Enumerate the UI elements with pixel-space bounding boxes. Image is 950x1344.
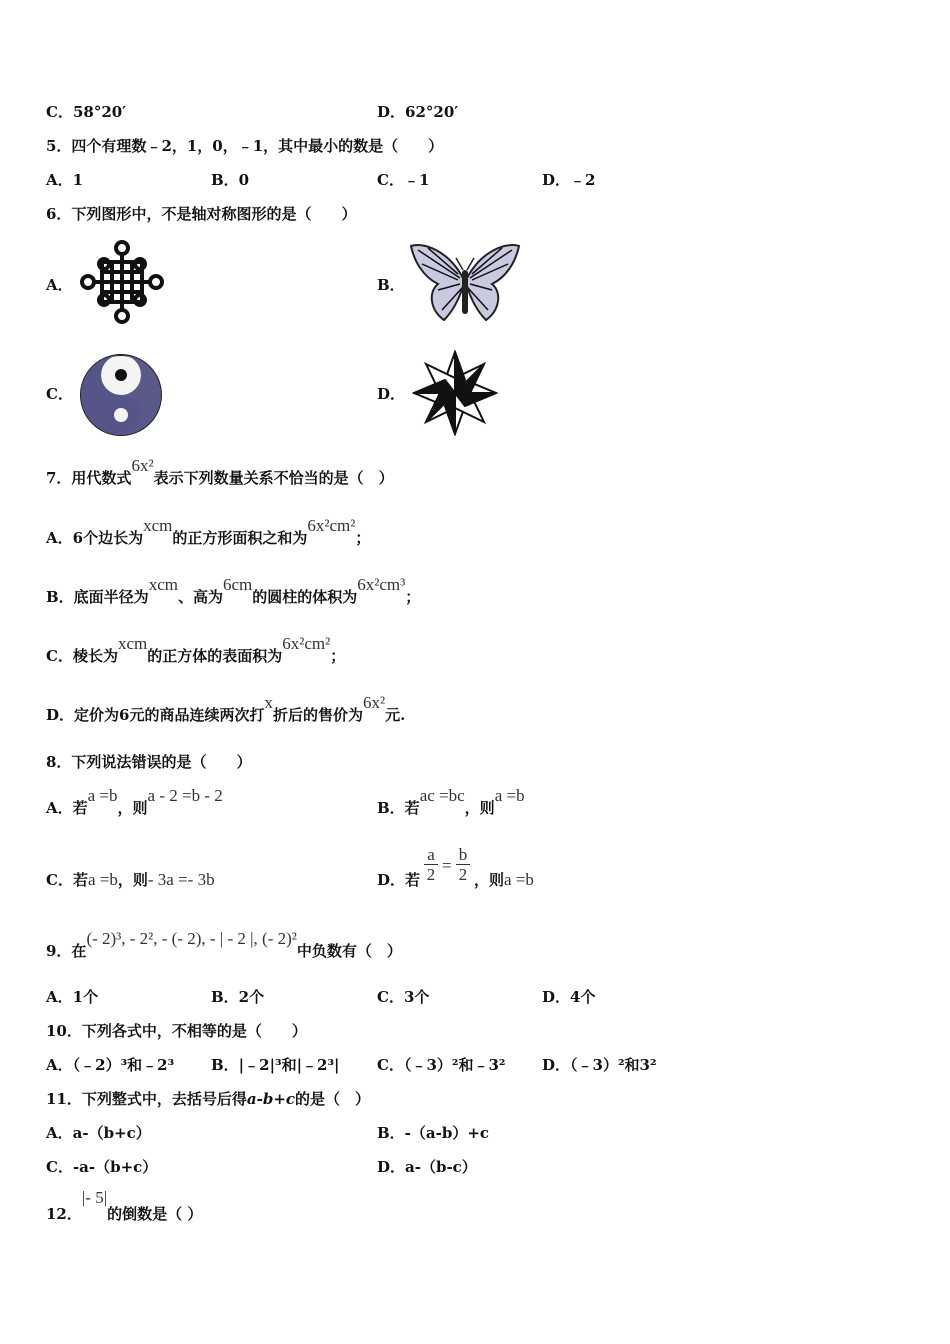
q6-option-a: A． [46, 276, 73, 294]
star-figure [412, 350, 498, 436]
q10-stem: 10．下列各式中，不相等的是（ ） [46, 1022, 307, 1040]
q9-option-a: A．1个 [46, 988, 99, 1006]
q10-option-b: B．|﹣2|³和|﹣2³| [211, 1056, 340, 1074]
q8-option-d-then: ，则a =b [474, 870, 534, 889]
q7-option-d: D．定价为6元的商品连续两次打x折后的售价为6x²元. [46, 693, 406, 724]
q8-d-equals: = [442, 856, 452, 875]
q5-option-a: A．1 [46, 171, 84, 189]
q9-option-c: C．3个 [377, 988, 430, 1006]
q9-option-b: B．2个 [211, 988, 265, 1006]
q10-option-c: C．（﹣3）²和﹣3² [377, 1056, 506, 1074]
q7-option-b: B．底面半径为xcm、高为6cm的圆柱的体积为6x²cm³； [46, 575, 421, 606]
chinese-knot-figure [80, 240, 164, 324]
q9-stem: 9．在(- 2)³, - 2², - (- 2), - | - 2 |, (- 2)²中负数有（ ） [46, 929, 402, 960]
q8-option-d-label: D．若 [377, 871, 421, 889]
q11-option-c: C．-a-（b+c） [46, 1158, 158, 1176]
q4-option-d: D．62°20′ [377, 103, 459, 121]
q8-d-fraction-right: $\frac{b}{2}$ [456, 846, 470, 885]
q11-stem: 11．下列整式中，去括号后得a-b+c的是（ ） [46, 1090, 371, 1108]
q10-option-a: A．（﹣2）³和﹣2³ [46, 1056, 175, 1074]
q8-stem: 8．下列说法错误的是（ ） [46, 753, 252, 771]
q11-option-a: A．a-（b+c） [46, 1124, 151, 1142]
q8-option-c: C．若a =b，则- 3a =- 3b [46, 870, 215, 889]
q11-option-d: D．a-（b-c） [377, 1158, 477, 1176]
q7-stem: 7．用代数式6x²表示下列数量关系不恰当的是（ ） [46, 456, 394, 487]
q7-option-a: A．6个边长为xcm的正方形面积之和为6x²cm²； [46, 516, 371, 547]
q4-option-c: C．58°20′ [46, 103, 127, 121]
q6-option-d: D． [377, 385, 406, 403]
q6-stem: 6．下列图形中，不是轴对称图形的是（ ） [46, 205, 357, 223]
q6-option-c: C． [46, 385, 73, 403]
q7-option-c: C．棱长为xcm的正方体的表面积为6x²cm²； [46, 634, 346, 665]
q8-d-fraction-left: $\frac{a}{2}$ [424, 846, 438, 885]
q5-option-d: D．﹣2 [542, 171, 596, 189]
q5-option-b: B．0 [211, 171, 250, 189]
butterfly-figure [408, 240, 522, 324]
q5-stem: 5．四个有理数﹣2，1，0，﹣1，其中最小的数是（ ） [46, 137, 444, 155]
q11-option-b: B．-（a-b）+c [377, 1124, 490, 1142]
q12-stem: 12．|- 5|的倒数是（ ） [46, 1188, 203, 1223]
q9-option-d: D．4个 [542, 988, 596, 1006]
q10-option-d: D．（﹣3）²和3² [542, 1056, 657, 1074]
q8-option-a: A．若a =b，则a - 2 =b - 2 [46, 786, 223, 817]
yin-yang-figure [78, 352, 164, 438]
q6-option-b: B． [377, 276, 405, 294]
q8-option-b: B．若ac =bc，则a =b [377, 786, 525, 817]
q5-option-c: C．﹣1 [377, 171, 430, 189]
